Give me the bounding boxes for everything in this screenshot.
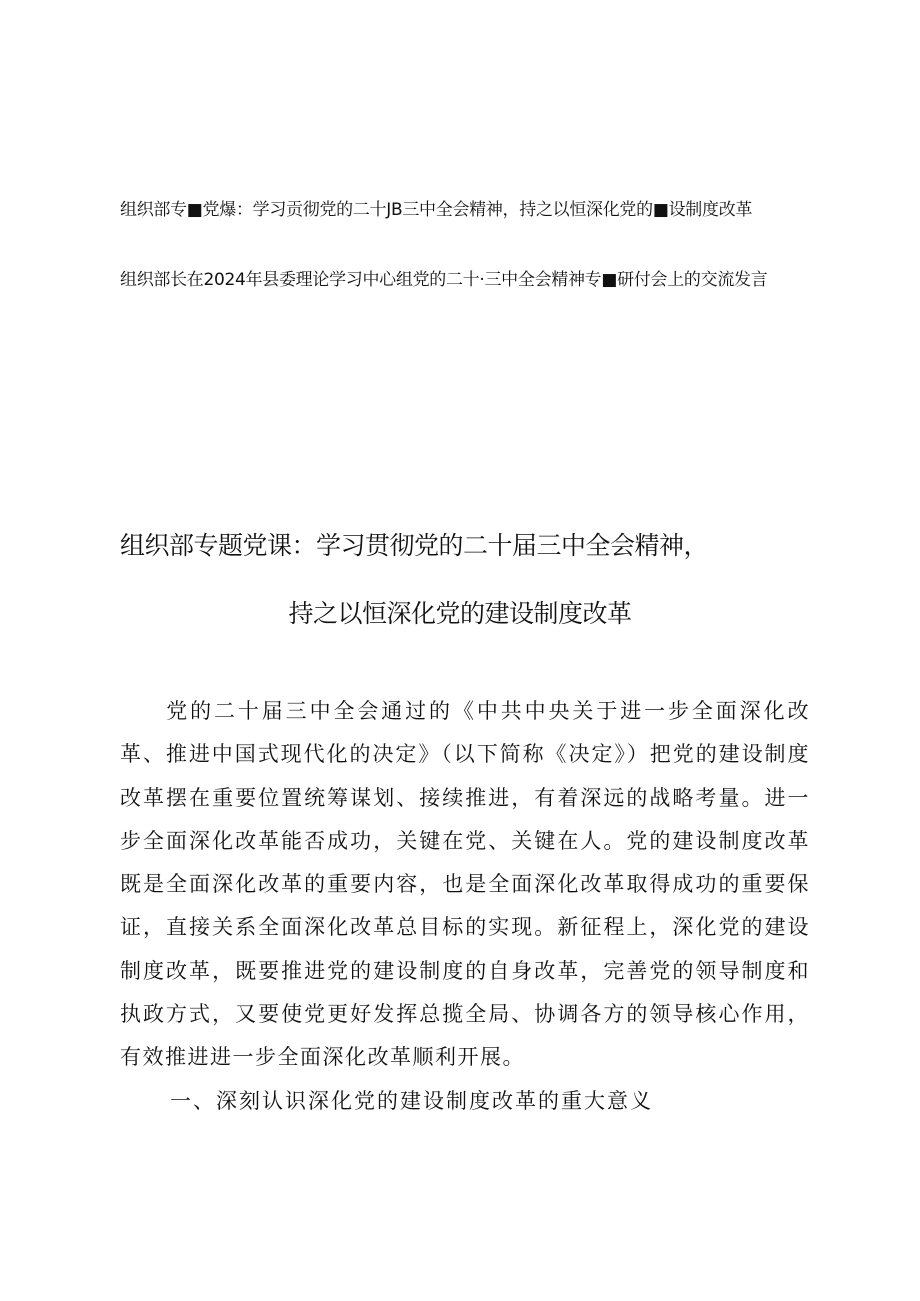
body-paragraph: 党的二十届三中全会通过的《中共中央关于进一步全面深化改革、推进中国式现代化的决定》（以下简称《决定》）把党的建设制度改革摆在重要位置统筹谋划、接续推进，有着深远的战略考量。进一步全面深化改革能否成功，关键在党、关键在人。党的建设制度改革既是全面深化改革的重要内容，也是全面深化改革取得成功的重要保证，直接关系全面深化改革总目标的实现。新征程上，深化党的建设制度改革，既要推进党的建设制度的自身改革，完善党的领导制度和执政方式，又要使党更好发挥总揽全局、协调各方的领导核心作用，有效推进进一步全面深化改革顺利开展。 — [120, 699, 810, 1070]
title-line-1: 组织部专题党课：学习贯彻党的二十届三中全会精神， — [120, 531, 709, 560]
title-line-2: 持之以恒深化党的建设制度改革 — [288, 599, 632, 628]
toc-entry-1: 组织部专■党爆：学习贡彻党的二十JB三中全会精神，持之以恒深化党的■设制度改革 — [120, 200, 753, 220]
section-heading: 一、深刻认识深化党的建设制度改革的重大意义 — [170, 1088, 653, 1113]
document-title — [110, 512, 810, 648]
document-body — [120, 690, 810, 1123]
toc-entry-2: 组织部长在2024年县委理论学习中心组党的二十·三中全会精神专■研付会上的交流发言 — [120, 270, 768, 290]
toc-list — [120, 176, 810, 314]
